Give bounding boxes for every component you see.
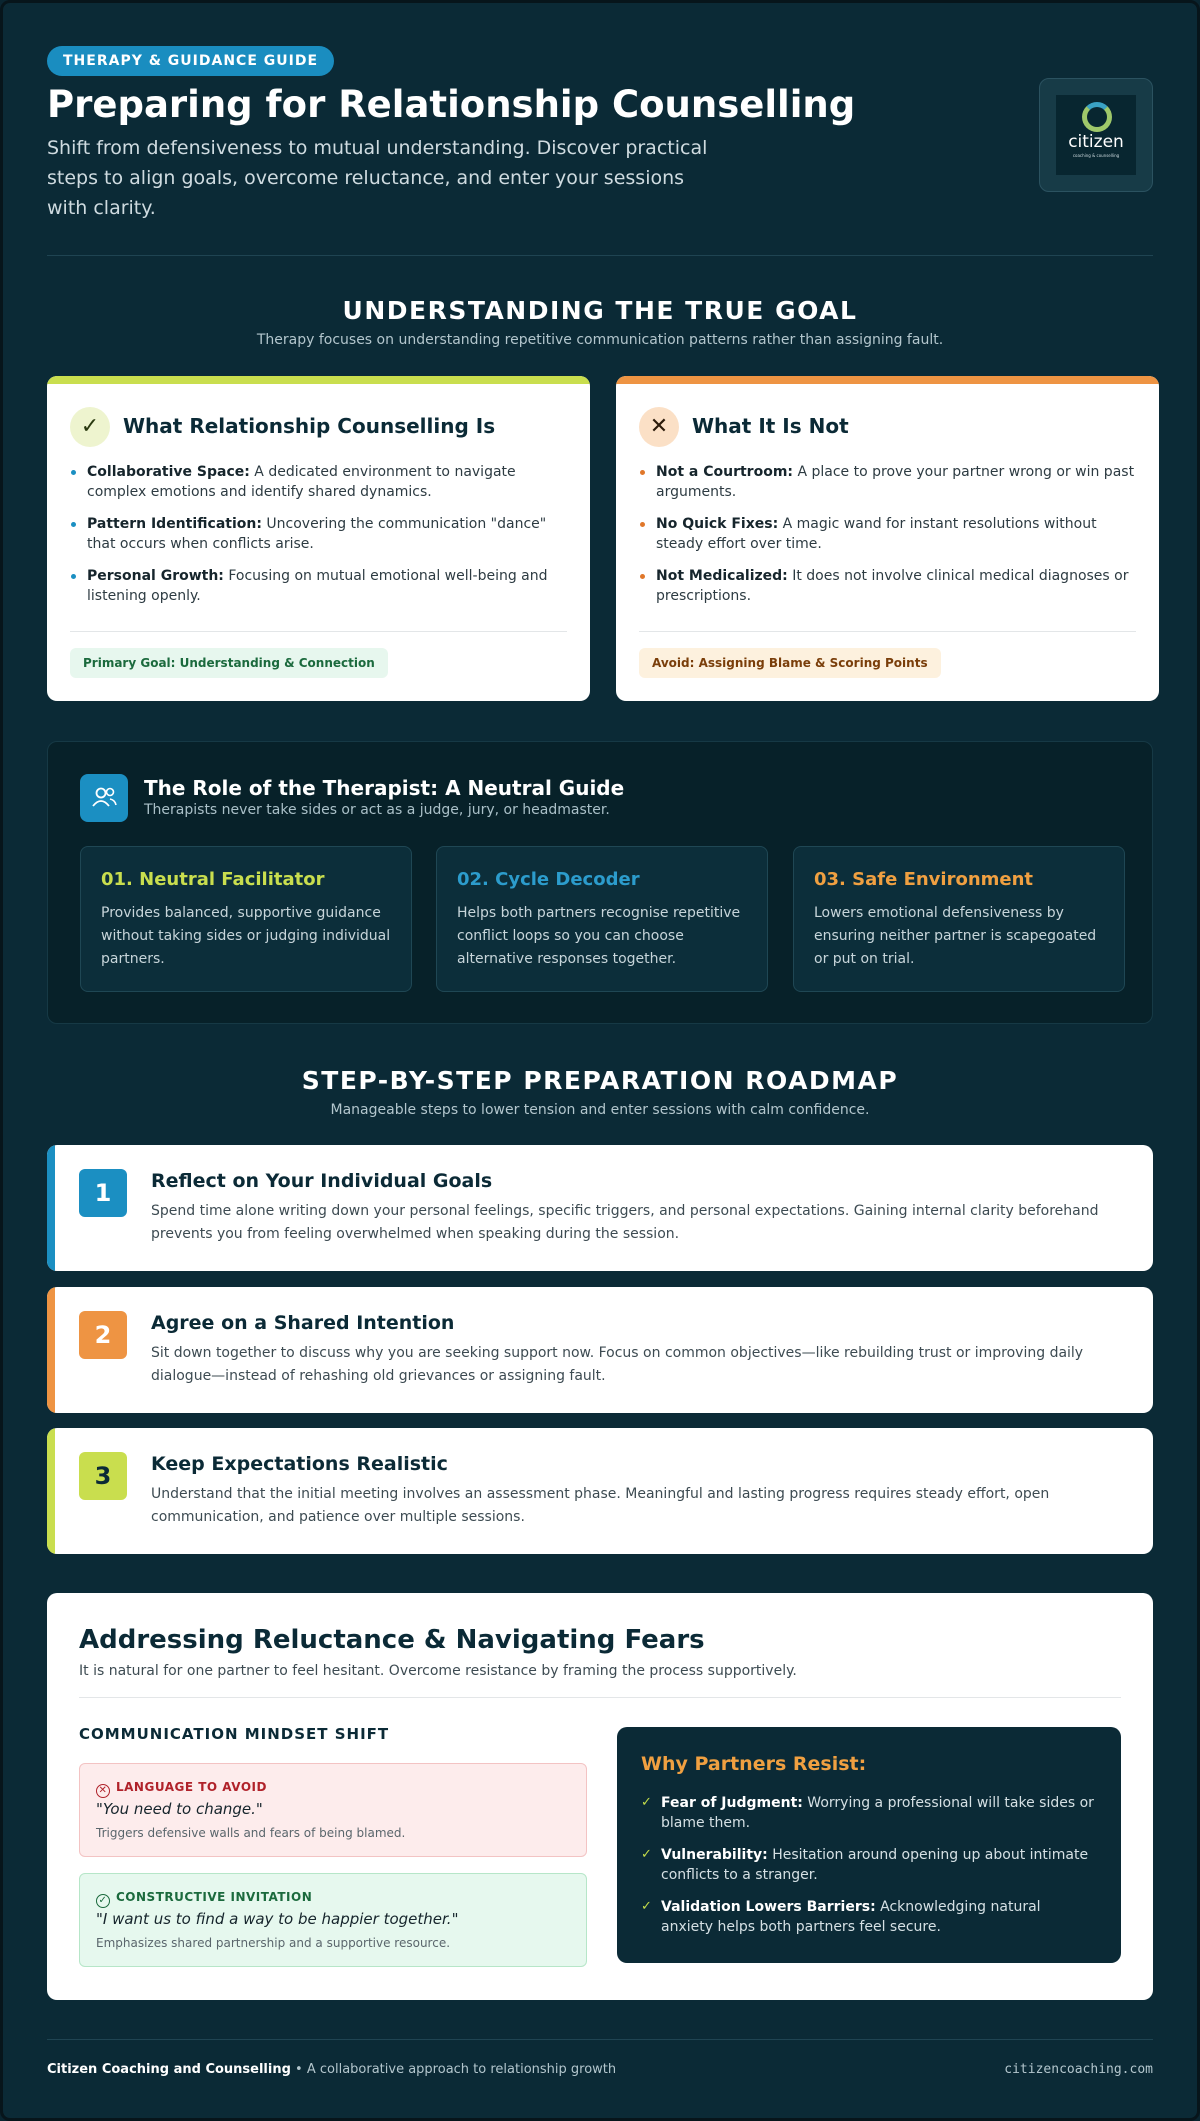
language-to-avoid-box	[79, 1763, 587, 1857]
role-card-body: Helps both partners recognise repetitive conflict loops so you can choose alternative responses together.	[457, 905, 741, 967]
therapist-title: The Role of the Therapist: A Neutral Guide	[144, 776, 625, 800]
check-icon: ✓	[641, 1795, 652, 1810]
list-item	[70, 462, 567, 502]
why-title: Why Partners Resist:	[641, 1753, 867, 1775]
goal-section-subtitle: Therapy focuses on understanding repetitive communication patterns rather than assigning fault.	[256, 332, 944, 348]
logo-tagline: coaching & counselling	[1072, 153, 1120, 158]
not-card-title: What It Is Not	[692, 414, 849, 438]
list-item	[639, 514, 1136, 554]
reluctance-divider	[79, 1697, 1121, 1698]
invite-note: Emphasizes shared partnership and a supportive resource.	[96, 1936, 451, 1950]
list-item	[641, 1793, 1097, 1833]
item-text: It does not involve clinical medical diagnoses or prescriptions.	[656, 568, 1129, 604]
bullet-icon	[640, 470, 645, 475]
item-text: Focusing on mutual emotional well-being and listening openly.	[87, 568, 548, 604]
header-divider	[47, 255, 1153, 256]
step-accent	[47, 1145, 55, 1271]
avoid-note: Triggers defensive walls and fears of being blamed.	[96, 1826, 406, 1840]
is-card-divider	[70, 631, 567, 632]
role-card-cycle-decoder	[436, 846, 768, 992]
list-item	[70, 566, 567, 606]
close-circle-icon: ✕	[96, 1784, 110, 1798]
check-icon: ✓	[70, 407, 110, 447]
logo-ring-icon	[1082, 102, 1112, 132]
is-card-title: What Relationship Counselling Is	[123, 414, 496, 438]
step-number: 1	[79, 1169, 127, 1217]
item-term: Collaborative Space:	[87, 464, 250, 480]
logo-mark	[1056, 95, 1136, 175]
avoid-label	[96, 1780, 267, 1798]
bullet-icon	[71, 522, 76, 527]
item-term: Validation Lowers Barriers:	[661, 1899, 876, 1915]
item-text: Uncovering the communication "dance" that occurs when conflicts arise.	[87, 516, 547, 552]
check-circle-icon: ✓	[96, 1894, 110, 1908]
reluctance-subtitle: It is natural for one partner to feel hesitant. Overcome resistance by framing the process supportively.	[79, 1663, 797, 1679]
footer-tagline: • A collaborative approach to relationship growth	[290, 2062, 617, 2077]
list-item	[639, 566, 1136, 606]
footer-divider	[47, 2039, 1153, 2040]
role-card-title: 03. Safe Environment	[814, 869, 1034, 890]
check-icon: ✓	[641, 1899, 652, 1914]
not-card-divider	[639, 631, 1136, 632]
item-term: Pattern Identification:	[87, 516, 262, 532]
not-card-accent	[616, 376, 1159, 384]
bullet-icon	[71, 470, 76, 475]
role-card-neutral-facilitator	[80, 846, 412, 992]
constructive-invitation-box	[79, 1873, 587, 1967]
reluctance-title: Addressing Reluctance & Navigating Fears	[79, 1625, 705, 1655]
role-card-body: Lowers emotional defensiveness by ensuring neither partner is scapegoated or put on trial.	[814, 905, 1097, 967]
users-icon	[80, 774, 128, 822]
role-card-title: 02. Cycle Decoder	[457, 869, 640, 890]
item-text: A place to prove your partner wrong or win past arguments.	[656, 464, 1135, 500]
bullet-icon	[640, 574, 645, 579]
item-text: Hesitation around opening up about intimate conflicts to a stranger.	[661, 1847, 1089, 1883]
not-card-list	[639, 462, 1136, 618]
step-title: Agree on a Shared Intention	[151, 1312, 455, 1334]
step-title: Keep Expectations Realistic	[151, 1453, 448, 1475]
footer-brand-name: Citizen Coaching and Counselling	[47, 2062, 291, 2077]
roadmap-subtitle: Manageable steps to lower tension and enter sessions with calm confidence.	[330, 1102, 870, 1118]
logo-text: citizen	[1068, 132, 1124, 152]
close-icon: ✕	[639, 407, 679, 447]
step-title: Reflect on Your Individual Goals	[151, 1170, 493, 1192]
therapist-role-panel	[47, 741, 1153, 1024]
step-body: Understand that the initial meeting involves an assessment phase. Meaningful and lasting progress requires steady effort, open communication, and patience over multiple sessions.	[151, 1486, 1050, 1525]
page-title: Preparing for Relationship Counselling	[47, 83, 856, 126]
item-term: Not Medicalized:	[656, 568, 788, 584]
therapist-subtitle: Therapists never take sides or act as a judge, jury, or headmaster.	[144, 802, 610, 818]
item-term: No Quick Fixes:	[656, 516, 779, 532]
invite-label	[96, 1890, 312, 1908]
item-term: Vulnerability:	[661, 1847, 768, 1863]
roadmap-title: STEP-BY-STEP PREPARATION ROADMAP	[301, 1066, 899, 1095]
mindset-heading: COMMUNICATION MINDSET SHIFT	[79, 1725, 390, 1743]
role-card-safe-environment	[793, 846, 1125, 992]
list-item	[70, 514, 567, 554]
role-card-title: 01. Neutral Facilitator	[101, 869, 325, 890]
bullet-icon	[640, 522, 645, 527]
goal-section-title: UNDERSTANDING THE TRUE GOAL	[342, 296, 858, 325]
footer-brand	[47, 2062, 616, 2077]
is-card	[47, 376, 590, 701]
why-partners-resist-panel	[617, 1727, 1121, 1963]
item-text: A magic wand for instant resolutions without steady effort over time.	[656, 516, 1097, 552]
item-text: Worrying a professional will take sides or blame them.	[661, 1795, 1094, 1831]
list-item	[641, 1897, 1097, 1937]
list-item	[639, 462, 1136, 502]
item-term: Not a Courtroom:	[656, 464, 794, 480]
page-subtitle: Shift from defensiveness to mutual understanding. Discover practical steps to align goals, overcome reluctance, and enter your sessions with clarity.	[47, 137, 708, 219]
avoid-quote: "You need to change."	[96, 1800, 263, 1818]
roadmap-step-2	[47, 1287, 1153, 1413]
item-term: Personal Growth:	[87, 568, 224, 584]
is-card-list	[70, 462, 567, 618]
avoid-label-text: LANGUAGE TO AVOID	[116, 1780, 267, 1794]
footer-url-link[interactable]: citizencoaching.com	[1004, 2062, 1153, 2077]
roadmap-step-3	[47, 1428, 1153, 1554]
step-body: Sit down together to discuss why you are seeking support now. Focus on common objectives—like rebuilding trust or improving daily dialogue—instead of rehashing old grievances or assigning fault.	[151, 1345, 1084, 1384]
role-card-body: Provides balanced, supportive guidance without taking sides or judging individual partners.	[101, 905, 391, 967]
is-card-accent	[47, 376, 590, 384]
item-term: Fear of Judgment:	[661, 1795, 803, 1811]
not-card	[616, 376, 1159, 701]
step-number: 2	[79, 1311, 127, 1359]
roadmap-step-1	[47, 1145, 1153, 1271]
bullet-icon	[71, 574, 76, 579]
logo[interactable]	[1039, 78, 1153, 192]
primary-goal-pill: Primary Goal: Understanding & Connection	[70, 648, 388, 678]
avoid-pill: Avoid: Assigning Blame & Scoring Points	[639, 648, 941, 678]
invite-quote: "I want us to find a way to be happier together."	[96, 1910, 459, 1928]
why-list	[641, 1793, 1097, 1949]
guide-badge: THERAPY & GUIDANCE GUIDE	[47, 46, 334, 76]
list-item	[641, 1845, 1097, 1885]
check-icon: ✓	[641, 1847, 652, 1862]
step-accent	[47, 1428, 55, 1554]
invite-label-text: CONSTRUCTIVE INVITATION	[116, 1890, 313, 1904]
step-accent	[47, 1287, 55, 1413]
item-text: Acknowledging natural anxiety helps both partners feel secure.	[661, 1899, 1041, 1935]
step-number: 3	[79, 1452, 127, 1500]
item-text: A dedicated environment to navigate complex emotions and identify shared dynamics.	[87, 464, 516, 500]
reluctance-panel	[47, 1593, 1153, 2000]
step-body: Spend time alone writing down your personal feelings, specific triggers, and personal expectations. Gaining internal clarity beforehand prevents you from feeling overwhelmed when speaking during the session.	[151, 1203, 1099, 1242]
